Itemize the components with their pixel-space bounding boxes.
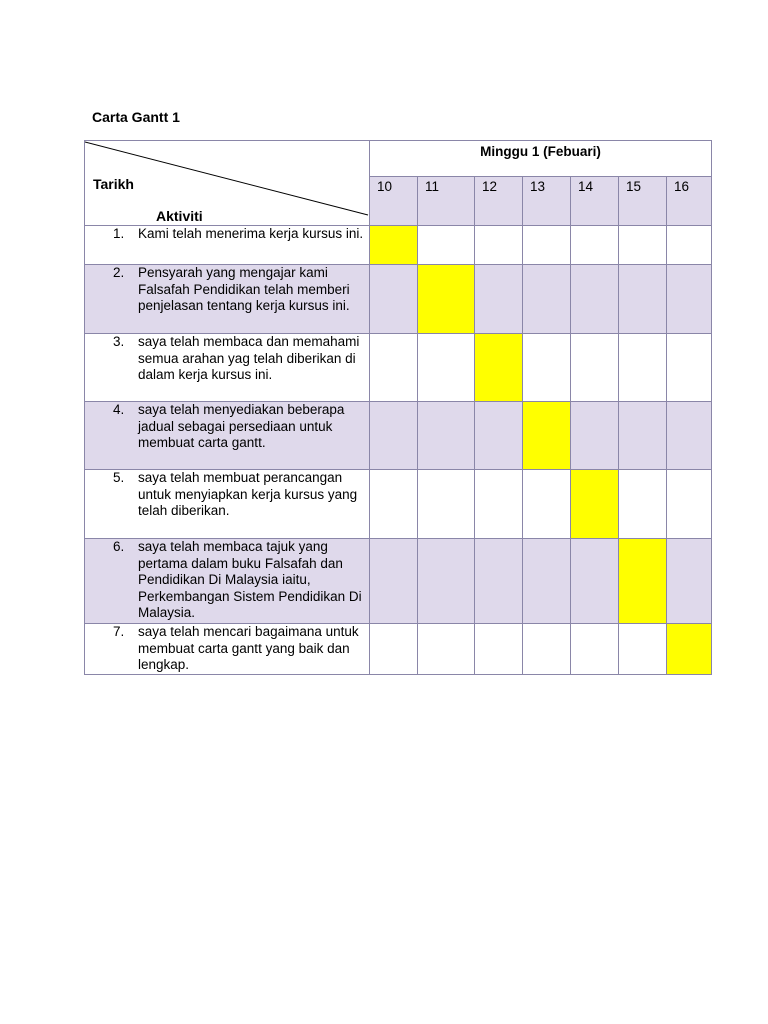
gantt-bar bbox=[370, 226, 418, 265]
activity-cell bbox=[85, 402, 370, 470]
activity-row bbox=[85, 226, 712, 265]
gantt-cell bbox=[475, 265, 523, 334]
gantt-cell bbox=[619, 334, 667, 402]
gantt-cell bbox=[418, 624, 475, 675]
gantt-cell bbox=[475, 470, 523, 539]
activity-cell bbox=[85, 624, 370, 675]
month-header: Minggu 1 (Febuari) bbox=[370, 141, 712, 177]
activity-text: Pensyarah yang mengajar kami Falsafah Pendidikan telah memberi penjelasan tentang kerja kursus ini. bbox=[138, 265, 350, 313]
gantt-cell bbox=[667, 470, 712, 539]
activity-number: 7. bbox=[113, 624, 125, 639]
gantt-cell bbox=[418, 334, 475, 402]
gantt-cell bbox=[475, 539, 523, 624]
activity-number: 5. bbox=[113, 470, 125, 485]
activity-number: 4. bbox=[113, 402, 125, 417]
activity-row bbox=[85, 265, 712, 334]
gantt-cell bbox=[523, 265, 571, 334]
activity-number: 3. bbox=[113, 334, 125, 349]
activity-text: saya telah membaca dan memahami semua arahan yag telah diberikan di dalam kerja kursus ini. bbox=[138, 334, 360, 382]
gantt-cell bbox=[619, 265, 667, 334]
gantt-bar bbox=[475, 334, 523, 402]
gantt-cell bbox=[418, 470, 475, 539]
gantt-cell bbox=[667, 539, 712, 624]
activity-cell bbox=[85, 334, 370, 402]
day-header: 11 bbox=[418, 177, 475, 226]
gantt-bar bbox=[571, 470, 619, 539]
gantt-cell bbox=[571, 334, 619, 402]
gantt-bar bbox=[667, 624, 712, 675]
gantt-cell bbox=[370, 265, 418, 334]
gantt-cell bbox=[418, 539, 475, 624]
gantt-cell bbox=[475, 226, 523, 265]
activity-row bbox=[85, 402, 712, 470]
activity-text: Kami telah menerima kerja kursus ini. bbox=[138, 226, 364, 241]
activity-number: 6. bbox=[113, 539, 125, 554]
day-header: 12 bbox=[475, 177, 523, 226]
day-header: 13 bbox=[523, 177, 571, 226]
gantt-cell bbox=[370, 334, 418, 402]
gantt-cell bbox=[571, 226, 619, 265]
activity-number: 2. bbox=[113, 265, 125, 280]
activity-row bbox=[85, 334, 712, 402]
gantt-cell bbox=[619, 226, 667, 265]
gantt-cell bbox=[619, 470, 667, 539]
aktiviti-label: Aktiviti bbox=[156, 208, 203, 224]
gantt-cell bbox=[571, 624, 619, 675]
gantt-bar bbox=[418, 265, 475, 334]
activity-cell bbox=[85, 265, 370, 334]
day-header: 10 bbox=[370, 177, 418, 226]
activity-number: 1. bbox=[113, 226, 125, 241]
gantt-cell bbox=[475, 624, 523, 675]
day-header: 16 bbox=[667, 177, 712, 226]
activity-row bbox=[85, 470, 712, 539]
gantt-cell bbox=[418, 402, 475, 470]
gantt-cell bbox=[523, 470, 571, 539]
activity-cell bbox=[85, 539, 370, 624]
activity-text: saya telah membuat perancangan untuk menyiapkan kerja kursus yang telah diberikan. bbox=[138, 470, 358, 518]
activity-text: saya telah membaca tajuk yang pertama dalam buku Falsafah dan Pendidikan Di Malaysia iaitu, Perkembangan Sistem Pendidikan Di Malaysia. bbox=[138, 539, 362, 620]
activity-cell bbox=[85, 470, 370, 539]
gantt-cell bbox=[571, 539, 619, 624]
gantt-cell bbox=[667, 334, 712, 402]
tarikh-label: Tarikh bbox=[93, 176, 134, 192]
gantt-bar bbox=[523, 402, 571, 470]
gantt-cell bbox=[523, 539, 571, 624]
chart-title: Carta Gantt 1 bbox=[92, 109, 180, 125]
activity-cell bbox=[85, 226, 370, 265]
gantt-cell bbox=[523, 226, 571, 265]
gantt-cell bbox=[475, 402, 523, 470]
activity-text: saya telah mencari bagaimana untuk membuat carta gantt yang baik dan lengkap. bbox=[138, 624, 359, 672]
gantt-cell bbox=[619, 402, 667, 470]
gantt-cell bbox=[619, 624, 667, 675]
gantt-cell bbox=[571, 402, 619, 470]
gantt-cell bbox=[667, 265, 712, 334]
gantt-cell bbox=[370, 624, 418, 675]
activity-row bbox=[85, 539, 712, 624]
gantt-cell bbox=[370, 402, 418, 470]
gantt-cell bbox=[667, 226, 712, 265]
activity-text: saya telah menyediakan beberapa jadual sebagai persediaan untuk membuat carta gantt. bbox=[138, 402, 345, 450]
gantt-cell bbox=[370, 470, 418, 539]
gantt-bar bbox=[619, 539, 667, 624]
activity-row bbox=[85, 624, 712, 675]
header-corner-cell bbox=[85, 141, 370, 226]
gantt-cell bbox=[370, 539, 418, 624]
gantt-cell bbox=[571, 265, 619, 334]
gantt-cell bbox=[667, 402, 712, 470]
gantt-cell bbox=[523, 624, 571, 675]
gantt-table bbox=[84, 140, 712, 675]
day-header: 14 bbox=[571, 177, 619, 226]
gantt-cell bbox=[418, 226, 475, 265]
gantt-cell bbox=[523, 334, 571, 402]
day-header: 15 bbox=[619, 177, 667, 226]
